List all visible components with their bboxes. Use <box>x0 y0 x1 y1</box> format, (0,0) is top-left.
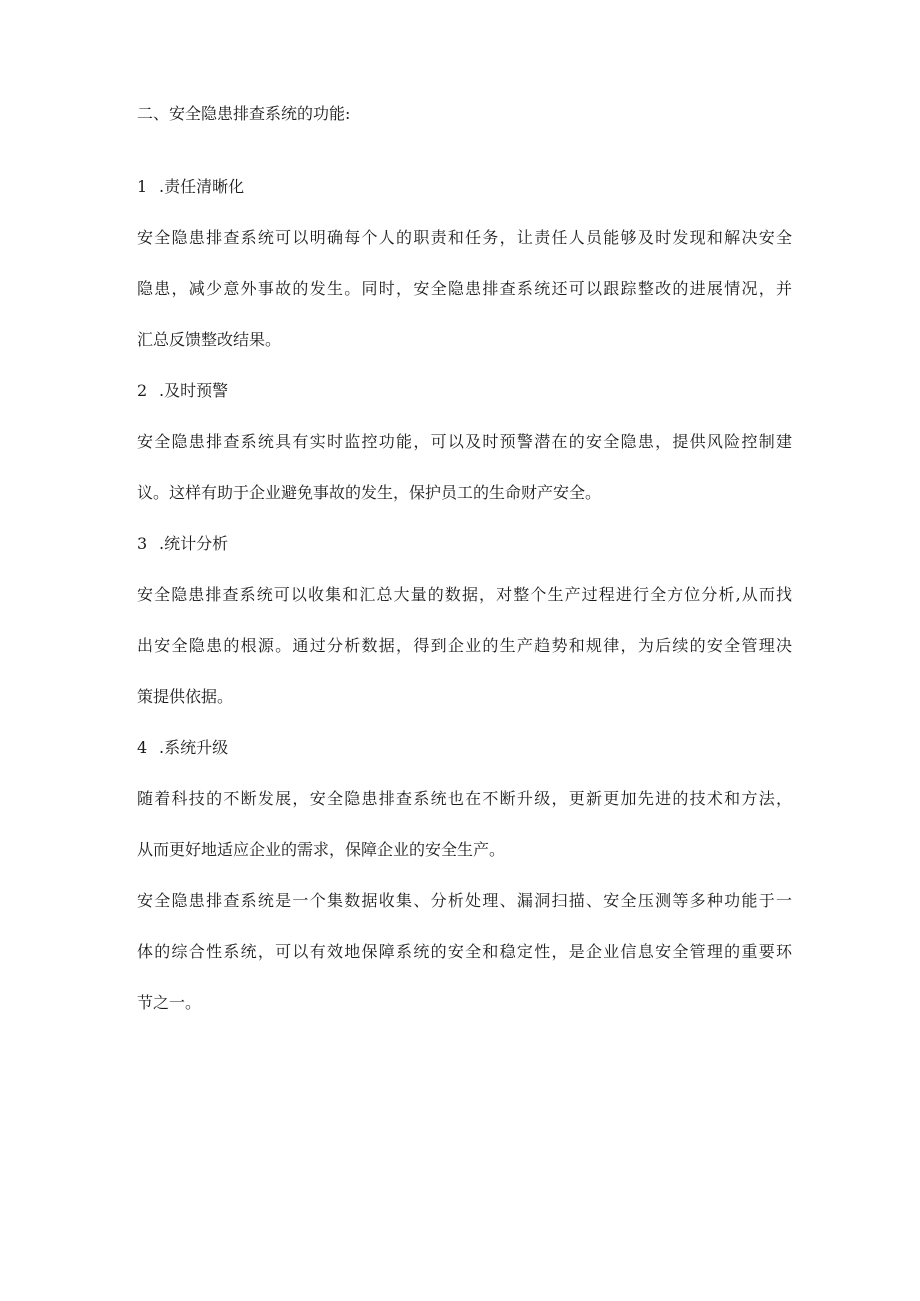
item-title-text-3: .统计分析 <box>159 534 229 553</box>
summary-line-1: 安全隐患排查系统是一个集数据收集、分析处理、漏洞扫描、安全压测等多种功能于一 <box>137 891 792 910</box>
item-number-4: 4 <box>137 738 148 757</box>
paragraph-1-line-3: 汇总反馈整改结果。 <box>137 330 282 349</box>
paragraph-3-line-3: 策提供依据。 <box>137 687 234 706</box>
paragraph-3-line-1: 安全隐患排查系统可以收集和汇总大量的数据，对整个生产过程进行全方位分析,从而找 <box>137 585 792 604</box>
item-number-3: 3 <box>137 534 148 553</box>
summary-line-2: 体的综合性系统，可以有效地保障系统的安全和稳定性，是企业信息安全管理的重要环 <box>137 942 792 961</box>
document-body <box>137 98 792 1019</box>
paragraph-3-line-2: 出安全隐患的根源。通过分析数据，得到企业的生产趋势和规律，为后续的安全管理决 <box>137 636 792 655</box>
paragraph-1-line-2: 隐患，减少意外事故的发生。同时，安全隐患排查系统还可以跟踪整改的进展情况，并 <box>137 279 792 298</box>
summary-line-3: 节之一。 <box>137 993 202 1012</box>
item-title-text-2: .及时预警 <box>159 381 229 400</box>
item-title-4 <box>137 732 792 764</box>
item-title-text-1: .责任清晰化 <box>159 177 245 196</box>
item-title-2 <box>137 375 792 407</box>
section-heading: 二、安全隐患排查系统的功能: <box>137 104 351 123</box>
item-title-1 <box>137 171 792 203</box>
paragraph-1-line-1: 安全隐患排查系统可以明确每个人的职责和任务，让责任人员能够及时发现和解决安全 <box>137 228 792 247</box>
item-number-2: 2 <box>137 381 148 400</box>
paragraph-4-line-1: 随着科技的不断发展，安全隐患排查系统也在不断升级，更新更加先进的技术和方法， <box>137 789 792 808</box>
item-number-1: 1 <box>137 177 148 196</box>
item-title-3 <box>137 528 792 560</box>
paragraph-2-line-2: 议。这样有助于企业避免事故的发生，保护员工的生命财产安全。 <box>137 483 602 502</box>
paragraph-4-line-2: 从而更好地适应企业的需求，保障企业的安全生产。 <box>137 840 506 859</box>
paragraph-2-line-1: 安全隐患排查系统具有实时监控功能，可以及时预警潜在的安全隐患，提供风险控制建 <box>137 432 792 451</box>
item-title-text-4: .系统升级 <box>159 738 229 757</box>
